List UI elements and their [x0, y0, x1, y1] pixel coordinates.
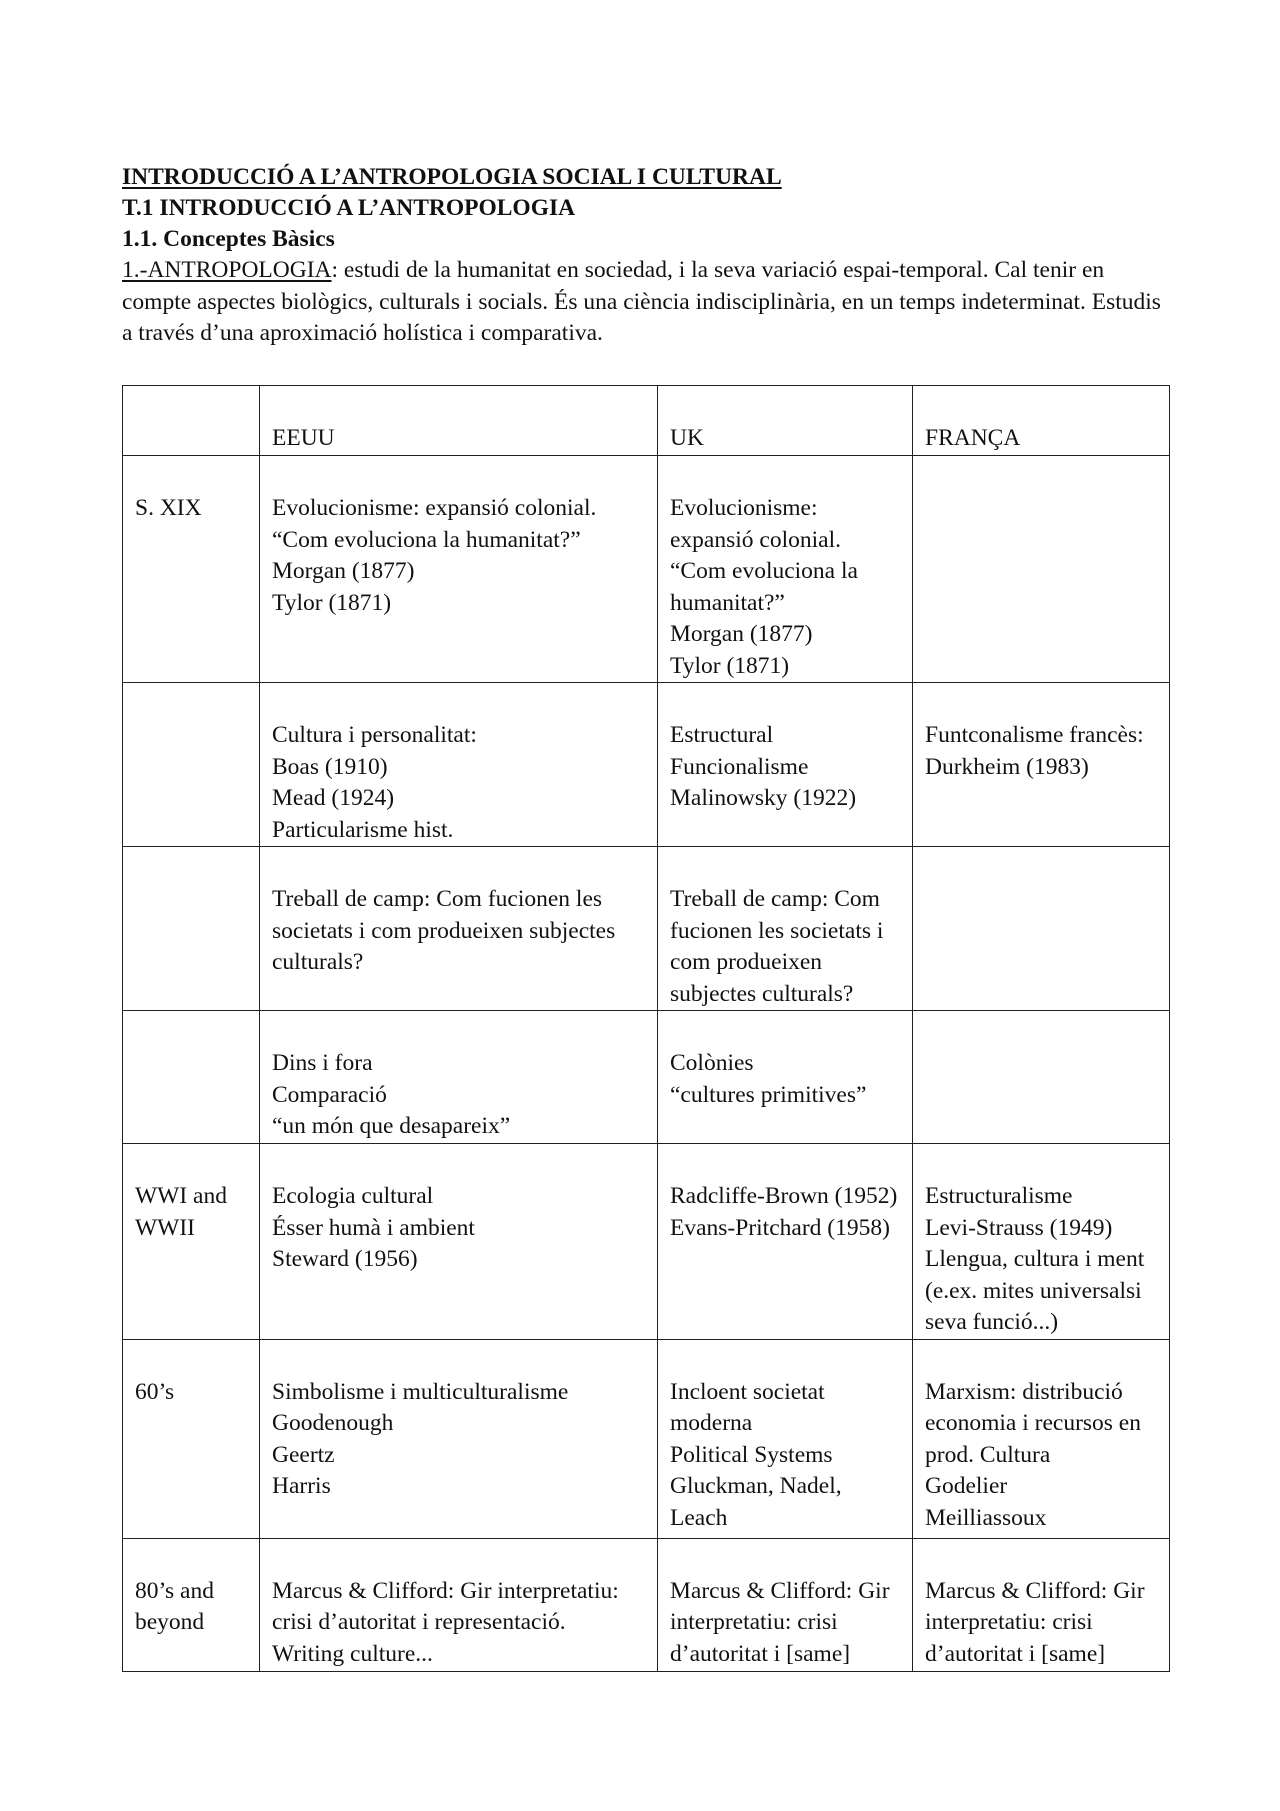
period-cell: [123, 1144, 260, 1340]
cell-line: Steward (1956): [272, 1246, 418, 1272]
cell-line: S. XIX: [135, 495, 202, 521]
cell-line: 60’s: [135, 1378, 175, 1405]
uk-cell: [658, 683, 913, 847]
cell-line: Evans-Pritchard (1958): [670, 1214, 890, 1241]
cell-line: Meilliassoux: [925, 1504, 1047, 1531]
cell-line: Particularisme hist.: [272, 816, 454, 843]
cell-line: Gluckman, Nadel, Leach: [670, 1473, 842, 1531]
uk-cell: [658, 1144, 913, 1340]
section-title: 1.1. Conceptes Bàsics: [122, 226, 335, 252]
header-cell-period: [123, 386, 260, 456]
cell-line: Llengua, cultura i ment (e.ex. mites universalsi seva funció...): [925, 1246, 1145, 1335]
cell-line: Estructuralisme: [925, 1183, 1073, 1209]
cell-line: Godelier: [925, 1473, 1008, 1499]
cell-line: Tylor (1871): [272, 589, 392, 616]
cell-line: Boas (1910): [272, 753, 388, 780]
franca-cell: [913, 1339, 1170, 1538]
cell-line: Marcus & Clifford: Gir interpretatiu: crisi d’autoritat i [same]: [670, 1577, 890, 1667]
cell-line: Treball de camp: Com fucionen les societats i com produeixen subjectes culturals?: [670, 886, 884, 1007]
cell-line: Geertz: [272, 1441, 335, 1468]
table-row: [123, 1011, 1170, 1144]
cell-line: Evolucionisme: expansió colonial.: [670, 495, 841, 553]
cell-line: Durkheim (1983): [925, 753, 1089, 780]
eeuu-cell: [260, 1339, 658, 1538]
heading-block: [122, 162, 1172, 350]
table-row: [123, 1144, 1170, 1340]
cell-line: Malinowsky (1922): [670, 785, 857, 811]
uk-cell: [658, 456, 913, 683]
eeuu-cell: [260, 847, 658, 1011]
cell-line: Funtconalisme francès:: [925, 722, 1144, 748]
cell-line: Cultura i personalitat:: [272, 722, 477, 748]
cell-line: “Com evoluciona la humanitat?”: [272, 526, 581, 553]
eeuu-cell: [260, 683, 658, 847]
franca-cell: [913, 683, 1170, 847]
franca-cell: [913, 847, 1170, 1011]
header-cell-franca: FRANÇA: [913, 386, 1170, 456]
uk-cell: [658, 1538, 913, 1671]
period-cell: [123, 1538, 260, 1671]
period-cell: [123, 847, 260, 1011]
cell-line: Colònies: [670, 1050, 754, 1076]
cell-line: Treball de camp: Com fucionen les societats i com produeixen subjectes culturals?: [272, 886, 616, 975]
eeuu-cell: [260, 456, 658, 683]
period-cell: [123, 1011, 260, 1144]
uk-cell: [658, 847, 913, 1011]
intro-term: 1.-ANTROPOLOGIA: [122, 257, 332, 283]
table-row: [123, 1339, 1170, 1538]
cell-line: Ecologia cultural: [272, 1183, 434, 1209]
header-cell-uk: UK: [658, 386, 913, 456]
cell-line: Dins i fora: [272, 1050, 373, 1076]
intro-paragraph: [122, 255, 1172, 350]
eeuu-cell: [260, 1011, 658, 1144]
anthropology-schools-table: [122, 385, 1170, 1672]
cell-line: Incloent societat moderna: [670, 1378, 825, 1436]
header-cell-eeuu: EEUU: [260, 386, 658, 456]
intro-text: : estudi de la humanitat en sociedad, i la seva variació espai-temporal. Cal tenir en compte aspectes biològics, culturals i socials. És una ciència indisciplinària, en un temps indeterminat. Estudis a través d’una aproximació holística i comparativa.: [122, 257, 1161, 346]
cell-line: “Com evoluciona la humanitat?”: [670, 558, 858, 616]
period-cell: [123, 683, 260, 847]
table-header-row: [123, 386, 1170, 456]
period-cell: [123, 1339, 260, 1538]
cell-line: Political Systems: [670, 1441, 833, 1468]
cell-line: Morgan (1877): [670, 621, 813, 647]
franca-cell: [913, 1144, 1170, 1340]
eeuu-cell: [260, 1538, 658, 1671]
cell-line: Comparació: [272, 1081, 387, 1108]
cell-line: Tylor (1871): [670, 652, 790, 679]
cell-line: Marcus & Clifford: Gir interpretatiu: crisi d’autoritat i representació.: [272, 1577, 619, 1635]
cell-line: Radcliffe-Brown (1952): [670, 1183, 898, 1209]
uk-cell: [658, 1011, 913, 1144]
cell-line: “cultures primitives”: [670, 1081, 867, 1108]
cell-line: Levi-Strauss (1949): [925, 1214, 1113, 1241]
cell-line: Goodenough: [272, 1410, 394, 1436]
uk-cell: [658, 1339, 913, 1538]
cell-line: “un món que desapareix”: [272, 1113, 511, 1139]
cell-line: Writing culture...: [272, 1640, 433, 1667]
cell-line: Evolucionisme: expansió colonial.: [272, 495, 597, 521]
franca-cell: [913, 456, 1170, 683]
franca-cell: [913, 1538, 1170, 1671]
cell-line: Estructural Funcionalisme: [670, 722, 809, 780]
cell-line: Marcus & Clifford: Gir interpretatiu: crisi d’autoritat i [same]: [925, 1577, 1145, 1667]
cell-line: Morgan (1877): [272, 558, 415, 584]
cell-line: Harris: [272, 1473, 331, 1499]
eeuu-cell: [260, 1144, 658, 1340]
cell-line: 80’s and beyond: [135, 1577, 214, 1635]
cell-line: Mead (1924): [272, 785, 395, 811]
table-row: [123, 1538, 1170, 1671]
cell-line: WWI and WWII: [135, 1183, 227, 1241]
cell-line: Marxism: distribució economia i recursos en prod. Cultura: [925, 1378, 1141, 1468]
table-row: [123, 683, 1170, 847]
table-row: [123, 456, 1170, 683]
table-row: [123, 847, 1170, 1011]
cell-line: Ésser humà i ambient: [272, 1214, 475, 1241]
franca-cell: [913, 1011, 1170, 1144]
period-cell: [123, 456, 260, 683]
cell-line: Simbolisme i multiculturalisme: [272, 1378, 569, 1405]
topic-title: T.1 INTRODUCCIÓ A L’ANTROPOLOGIA: [122, 195, 576, 221]
course-title: INTRODUCCIÓ A L’ANTROPOLOGIA SOCIAL I CULTURAL: [122, 164, 782, 190]
